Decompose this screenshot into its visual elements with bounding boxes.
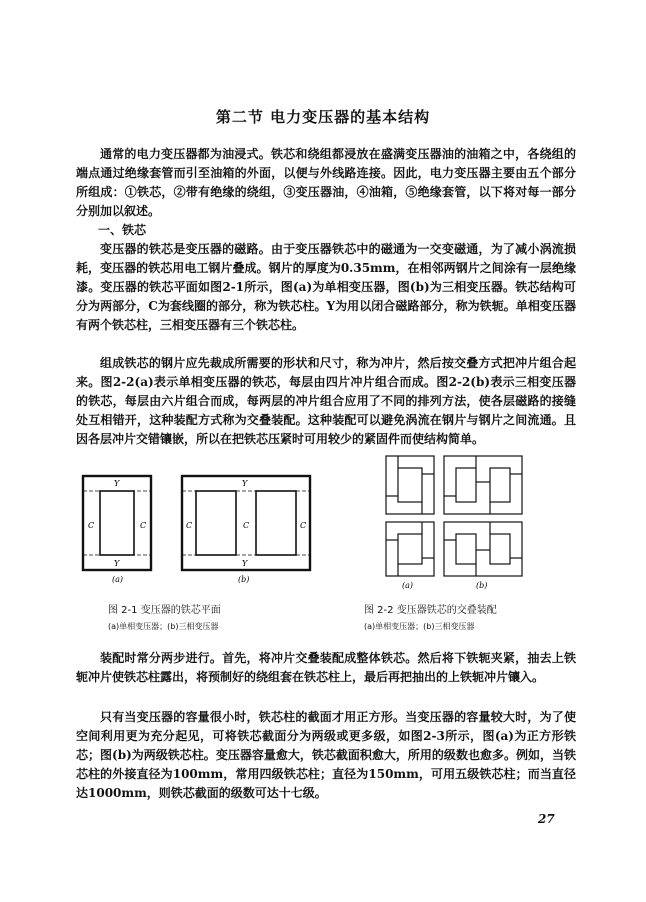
label-limb-left-a: C [88,521,95,530]
figure-2-2-drawing [382,452,527,592]
paragraph-assembly: 装配时常分两步进行。首先，将冲片交叠装配成整体铁芯。然后将下铁轭夹紧，抽去上铁轭冲片使铁芯柱露出，将预制好的绕组套在铁芯柱上，最后再把抽出的上铁轭冲片镶入。 [76,651,576,684]
figure-2-2 [382,452,527,596]
figure-2-2-caption-title: 图 2-2 变压器铁芯的交叠装配 [364,605,497,616]
page-number: 27 [538,812,555,826]
paragraph-lamination: 组成铁芯的钢片应先裁成所需要的形状和尺寸，称为冲片，然后按交叠方式把冲片组合起来。图2-2(a)表示单相变压器的铁芯，每层由四片冲片组合而成。图2-2(b)表示三相变压器的铁芯，每层由六片组合而成，每两层的冲片组合应用了不同的排列方法，使各层磁路的接缝处互相错开，这种装配方式称为交叠装配。这种装配可以避免涡流在钢片与钢片之间流通。且因各层冲片交错镶嵌，所以在把铁芯压紧时可用较少的紧固件而使结构简单。 [76,356,576,446]
three-phase-layer-2 [444,522,522,576]
intro-paragraph: 通常的电力变压器都为油浸式。铁芯和绕组都浸放在盛满变压器油的油箱之中，各绕组的端点通过绝缘套管而引至油箱的外面，以便与外线路连接。因此，电力变压器主要由五个部分所组成：①铁芯，②带有绝缘的绕组，③变压器油，④油箱，⑤绝缘套管，以下将对每一部分分别加以叙述。 [76,147,576,218]
paragraph-cross-section: 只有当变压器的容量很小时，铁芯柱的截面才用正方形。当变压器的容量较大时，为了使空间利用更为充分起见，可将铁芯截面分为两级或更多级，如图2-3所示，图(a)为正方形铁芯；图(b)为两级铁芯柱。变压器容量愈大，铁芯截面积愈大，所用的级数也愈多。例如，当铁芯柱的外接直径为100mm，常用四级铁芯柱；直径为150mm，可用五级铁芯柱；而当直径达1000mm，则铁芯截面的级数可达十七级。 [76,710,576,800]
label-limb-1-b: C [186,521,193,530]
label-yoke-top-b: Y [242,479,248,488]
figure-2-2-caption-sub: (a)单相变压器；(b)三相变压器 [364,622,475,631]
single-phase-layer-2 [386,522,434,576]
label-limb-3-b: C [300,521,307,530]
label-limb-right-a: C [140,521,147,530]
label-limb-2-b: C [243,521,250,530]
label-yoke-top-a: Y [114,479,120,488]
label-yoke-bottom-b: Y [242,559,248,568]
paragraph-iron-core-intro: 变压器的铁芯是变压器的磁路。由于变压器铁芯中的磁通为一交变磁通，为了减小涡流损耗，变压器的铁芯用电工钢片叠成。钢片的厚度为0.35mm，在相邻两钢片之间涂有一层绝缘漆。变压器的铁芯平面如图2-1所示，图(a)为单相变压器，图(b)为三相变压器。铁芯结构可分为两部分，C为套线圈的部分，称为铁芯柱。Y为用以闭合磁路部分，称为铁轭。单相变压器有两个铁芯柱，三相变压器有三个铁芯柱。 [76,242,576,332]
section-heading-iron-core: 一、铁芯 [98,223,147,237]
subfigure-label-a-2: (a) [402,581,414,590]
figure-2-1-caption-sub: (a)单相变压器；(b)三相变压器 [108,622,219,631]
single-phase-layer-1 [386,456,434,514]
figure-2-1-caption-title: 图 2-1 变压器的铁芯平面 [108,605,221,616]
figure-2-1-caption [108,603,221,635]
three-phase-layer-1 [444,456,522,514]
figure-2-1-drawing [80,470,320,590]
label-yoke-bottom-a: Y [114,559,120,568]
subfigure-label-a: (a) [112,575,124,584]
section-title: 第二节 电力变压器的基本结构 [215,108,431,126]
subfigure-label-b: (b) [238,575,250,584]
figure-2-2-caption [364,603,497,635]
subfigure-label-b-2: (b) [476,581,488,590]
figure-2-1 [80,470,320,594]
